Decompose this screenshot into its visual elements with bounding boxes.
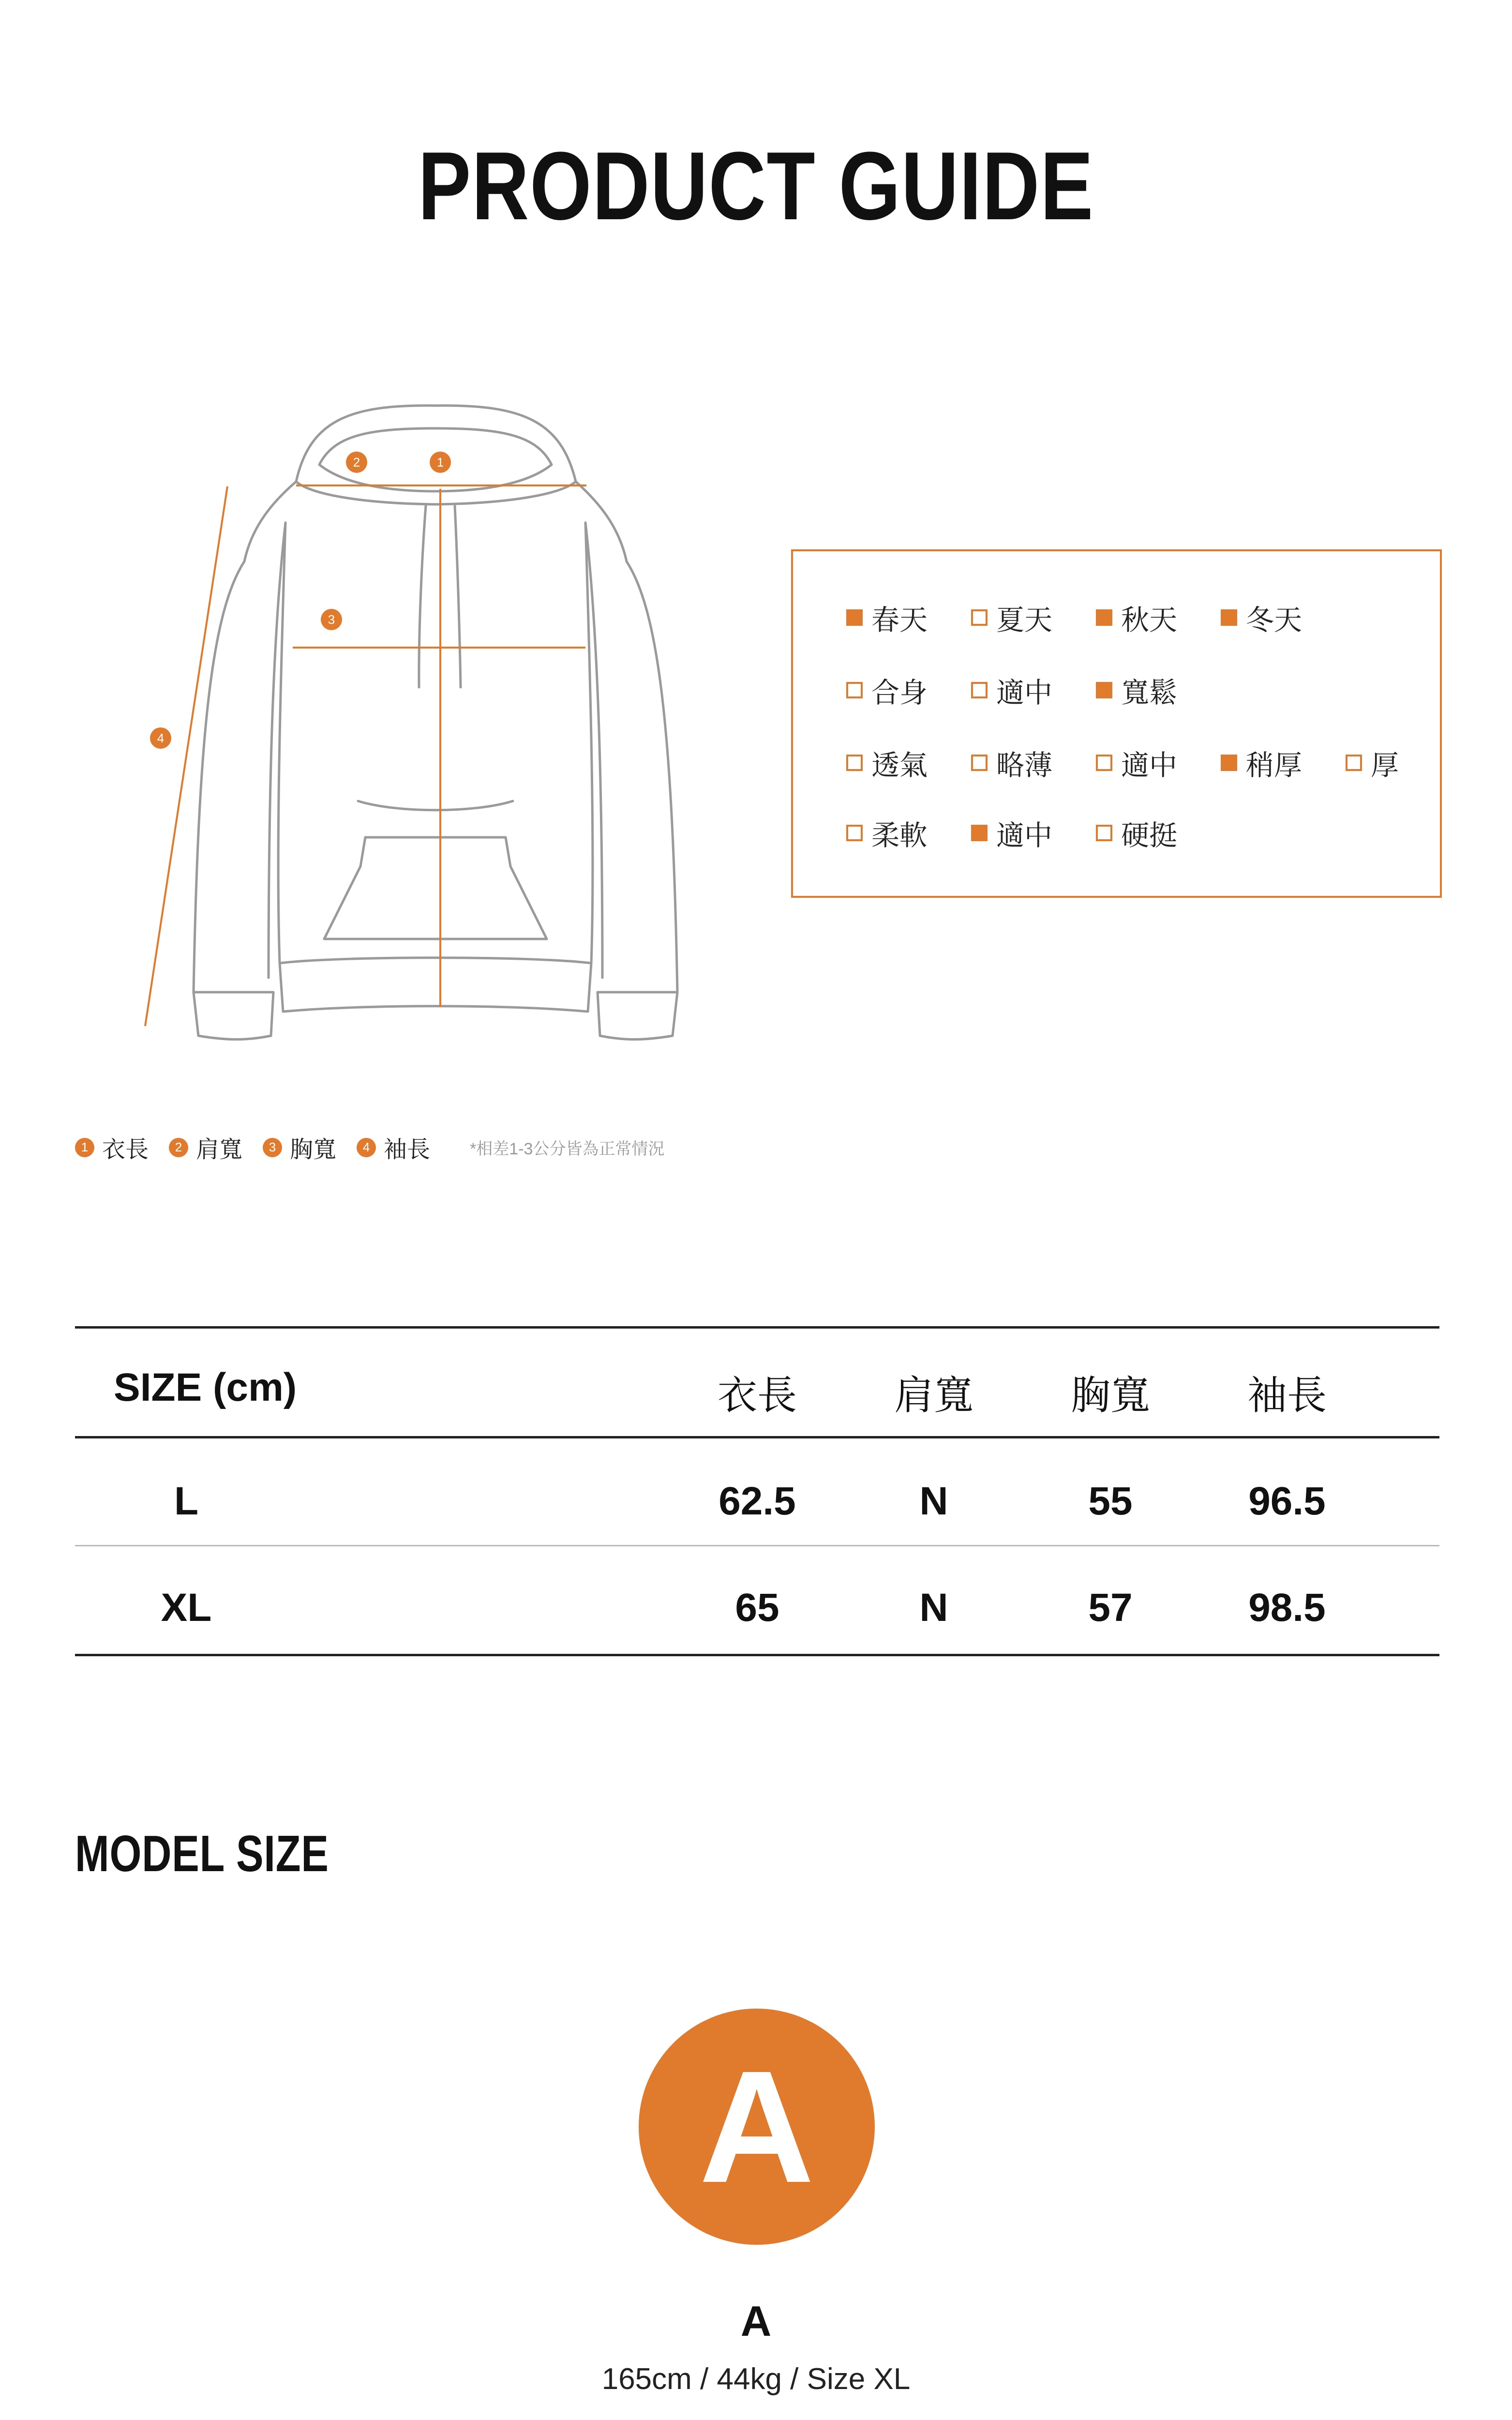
table-top-rule [75,1326,1439,1329]
attr-row-softness [846,813,1221,853]
attr-item [846,742,971,783]
table-header-length: 衣長 [717,1374,797,1418]
checkbox-square [846,682,863,698]
table-cell: 98.5 [1248,1586,1326,1630]
table-header-chest: 胸寬 [1070,1374,1150,1418]
attr-label: 柔軟 [871,820,928,851]
attr-row-fit [846,670,1221,711]
marker-3-label: 3 [328,612,335,627]
hoodie-measurement-diagram [121,387,750,1065]
table-header-sleeve: 袖長 [1247,1374,1327,1418]
attr-row-season [846,597,1346,638]
checkbox-square [971,609,988,626]
legend-number-badge: 1 [75,1138,94,1157]
attr-label: 春天 [871,605,928,636]
attr-item [846,670,971,711]
legend-label: 衣長 [102,1137,149,1163]
checkbox-square [1346,755,1362,771]
model-description: 165cm / 44kg / Size XL [601,2362,911,2396]
table-cell: 65 [735,1586,779,1630]
attr-label: 適中 [1121,750,1178,781]
attr-label: 合身 [871,677,928,709]
page-title: PRODUCT GUIDE [418,132,1094,240]
attr-item [846,813,971,853]
legend-number-badge: 4 [357,1138,376,1157]
checkbox-square [971,682,988,698]
attr-label: 夏天 [996,605,1053,636]
model-badge: A [639,2009,875,2245]
checkbox-square [846,825,863,841]
attr-item [846,597,971,638]
checkbox-square [971,755,988,771]
table-row-size: L [174,1479,199,1523]
model-name: A [740,2297,772,2345]
attr-item [1346,742,1418,783]
attr-label: 秋天 [1121,605,1178,636]
checkbox-square [846,609,863,626]
hoodie-outline [194,406,677,1040]
table-bottom-rule [75,1654,1439,1656]
measurement-lines [145,485,586,1026]
legend-number-badge: 2 [169,1138,188,1157]
sleeve-measure-line [145,486,227,1026]
attr-item [1221,742,1346,783]
attr-item [971,670,1096,711]
checkbox-square [1096,755,1112,771]
table-cell: 96.5 [1248,1479,1326,1523]
table-cell: N [919,1586,948,1630]
checkbox-square [846,755,863,771]
attr-item [1096,597,1221,638]
marker-4-label: 4 [157,731,165,745]
checkbox-square [1096,682,1112,698]
table-cell: 57 [1088,1586,1133,1630]
checkbox-square [1096,825,1112,841]
attr-item [1221,597,1346,638]
attr-item [1096,742,1221,783]
table-row-divider [75,1545,1439,1546]
marker-2-label: 2 [353,455,360,469]
attr-item [971,742,1096,783]
legend-item [169,1131,242,1164]
legend-label: 肩寬 [196,1137,243,1163]
table-header-size: SIZE (cm) [114,1365,297,1409]
attr-item [1096,670,1221,711]
attr-label: 適中 [996,677,1053,709]
legend-item [263,1131,336,1164]
attr-label: 透氣 [871,750,928,781]
attr-item [1096,813,1221,853]
table-header-rule [75,1436,1439,1438]
attr-label: 適中 [996,820,1053,851]
attr-label: 稍厚 [1246,750,1302,781]
attr-label: 略薄 [996,750,1053,781]
checkbox-square [971,825,988,841]
table-header-shoulder: 肩寬 [894,1374,973,1418]
attr-item [971,813,1096,853]
attr-label: 冬天 [1246,605,1302,636]
measurement-legend [75,1131,664,1164]
fabric-attributes-box [791,549,1442,898]
marker-1-label: 1 [436,455,444,469]
checkbox-square [1221,609,1237,626]
legend-item [75,1131,149,1164]
attr-label: 寬鬆 [1121,677,1178,709]
table-cell: N [919,1479,948,1523]
table-cell: 55 [1088,1479,1133,1523]
table-row-size: XL [161,1586,212,1630]
table-cell: 62.5 [719,1479,796,1523]
legend-label: 胸寬 [290,1137,337,1163]
attr-label: 硬挺 [1121,820,1178,851]
attr-row-thickness [846,742,1418,783]
attr-label: 厚 [1371,750,1399,781]
checkbox-square [1096,609,1112,626]
legend-item [357,1131,430,1164]
attr-item [971,597,1096,638]
checkbox-square [1221,755,1237,771]
tolerance-note: *相差1-3公分皆為正常情況 [470,1140,665,1158]
model-size-title: MODEL SIZE [75,1825,329,1882]
legend-number-badge: 3 [263,1138,282,1157]
legend-label: 袖長 [384,1137,431,1163]
